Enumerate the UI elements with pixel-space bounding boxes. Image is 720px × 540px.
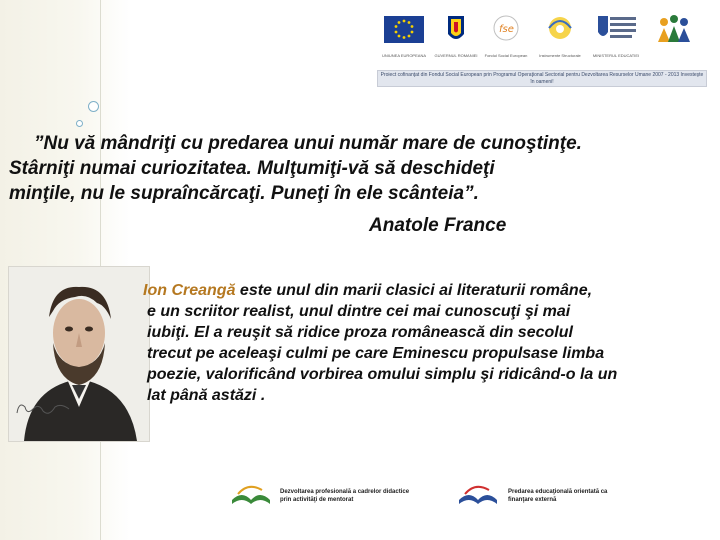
instrumente-structurale-icon — [536, 12, 584, 52]
quote-line-3: minţile, nu le supraîncărcaţi. Puneţi în ele scânteia”. — [9, 183, 479, 204]
deco-circle-small — [76, 120, 83, 127]
quote-block — [9, 131, 714, 206]
bio-line-3: iubiţi. El a reuşit să ridice proza românească din secolul — [147, 324, 573, 341]
funding-banner: Proiect cofinanţat din Fondul Social European prin Programul Operaţional Sectorial pentru Dezvoltarea Resurselor Umane 2007 - 2013 Investeşte în oameni! — [377, 70, 707, 87]
bio-line-1 — [112, 280, 712, 301]
logo-caption-eu: UNIUNEA EUROPEANA — [381, 53, 426, 58]
bio-line-1-rest: este unul din marii clasici ai literaturii române, — [235, 282, 593, 299]
bio-line-2: e un scriitor realist, unul dintre cei mai cunoscuţi şi mai — [147, 303, 571, 320]
footer-left-text: Dezvoltarea profesională a cadrelor didactice prin activităţi de mentorat — [280, 489, 410, 503]
quote-line-2: Stârniţi numai curiozitatea. Mulţumiţi-vă să deschideţi — [9, 158, 495, 179]
partner-logos — [370, 12, 710, 68]
logo-caption-is: Instrumente Structurale — [539, 53, 581, 58]
logo-caption-gov: GUVERNUL ROMANIEI — [434, 53, 478, 58]
book-logo-icon-2 — [455, 480, 501, 510]
bio-line-4: trecut pe aceleaşi culmi pe care Eminescu propulsase limba — [147, 345, 605, 362]
bio-paragraph — [112, 280, 712, 406]
footer-right-text: Predarea educaţională orientată ca finanţare externă — [508, 489, 608, 503]
people-logo-icon — [650, 12, 698, 52]
svg-text:fse: fse — [499, 24, 514, 35]
ministry-crest-icon — [592, 12, 640, 52]
bio-line-6: lat până astăzi . — [147, 387, 266, 404]
signature-icon — [13, 397, 75, 421]
eu-flag-icon — [380, 12, 428, 52]
logo-caption-fse: Fondul Social European — [484, 53, 528, 58]
fse-icon — [482, 12, 530, 52]
bio-line-5: poezie, valorificând vorbirea omului simplu şi ridicând-o la un — [147, 366, 618, 383]
author-name: Ion Creangă — [143, 282, 236, 299]
quote-author: Anatole France — [369, 215, 507, 236]
romania-crest-icon — [432, 12, 480, 52]
book-logo-icon — [228, 480, 274, 510]
logo-caption-ministry: MINISTERUL EDUCATIEI — [592, 53, 640, 58]
deco-circle-large — [88, 101, 99, 112]
quote-line-1: ”Nu vă mândriţi cu predarea unui număr mare de cunoştinţe. — [34, 133, 582, 154]
